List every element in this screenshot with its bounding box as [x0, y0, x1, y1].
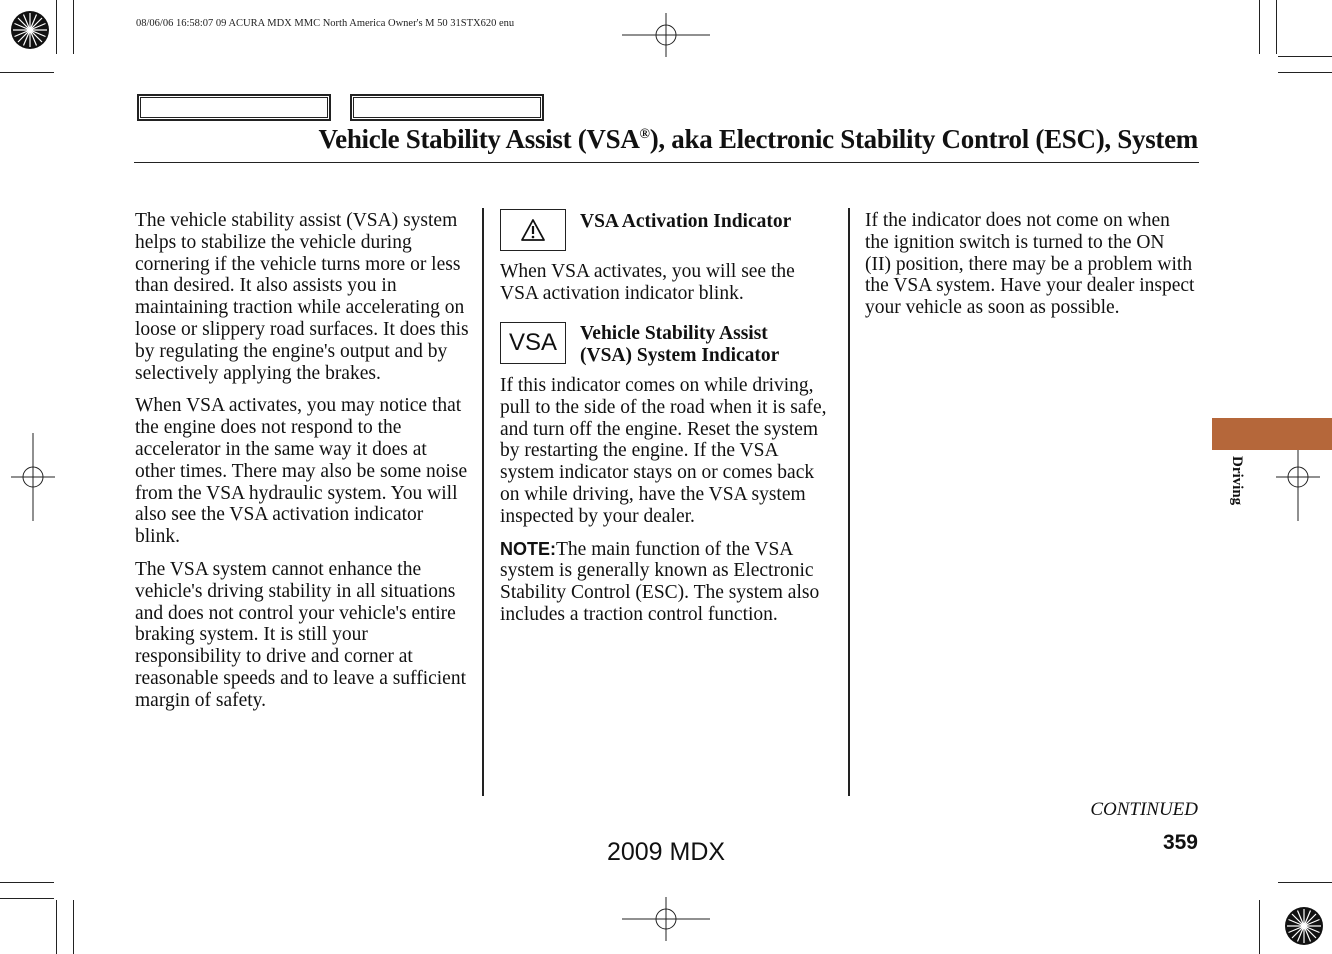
- column-1: [135, 210, 470, 723]
- title-rule: [134, 162, 1199, 163]
- vsa-system-indicator-icon: VSA: [500, 322, 566, 364]
- crosshair-icon: [622, 13, 710, 57]
- column-divider: [482, 208, 484, 796]
- page-title: Vehicle Stability Assist (VSA®), aka Electronic Stability Control (ESC), System: [318, 124, 1198, 154]
- header-box-2: [350, 94, 544, 121]
- note-paragraph: NOTE:The main function of the VSA system is generally known as Electronic Stability Control (ESC). The system also includes a traction control function.: [500, 538, 820, 625]
- continued-label: CONTINUED: [1090, 799, 1198, 820]
- crosshair-icon: [11, 433, 55, 521]
- section-heading: Vehicle Stability Assist (VSA) System Indicator: [580, 323, 780, 366]
- model-name: 2009 MDX: [606, 838, 726, 866]
- column-divider: [848, 208, 850, 796]
- section-tab: [1212, 418, 1332, 450]
- section-heading: VSA Activation Indicator: [580, 211, 792, 232]
- page-number: 359: [1162, 831, 1198, 854]
- paragraph: When VSA activates, you will see the VSA activation indicator blink.: [500, 261, 795, 304]
- warning-triangle-icon: [520, 218, 546, 242]
- registration-target-icon: [1284, 906, 1324, 946]
- vsa-activation-indicator-icon: [500, 209, 566, 251]
- registration-target-icon: [10, 10, 50, 50]
- paragraph: When VSA activates, you may notice that the engine does not respond to the accelerator in the same way it does at other times. There may also be some noise from the VSA hydraulic system. You will also see the VSA activation indicator blink.: [135, 395, 468, 548]
- paragraph: If this indicator comes on while driving, pull to the side of the road when it is safe, and turn off the engine. Reset the system by restarting the engine. If the VSA system indicator stays on or comes back on while driving, have the VSA system inspected by your dealer.: [500, 375, 827, 527]
- print-info: 08/06/06 16:58:07 09 ACURA MDX MMC North America Owner's M 50 31STX620 enu: [136, 18, 515, 29]
- header-box-1: [137, 94, 331, 121]
- paragraph: The vehicle stability assist (VSA) system helps to stabilize the vehicle during cornering if the vehicle turns more or less than desired. It also assists you in maintaining traction while accelerating on loose or slippery road surfaces. It does this by regulating the engine's output and by selectively applying the brakes.: [135, 210, 469, 384]
- column-2-body: [500, 375, 835, 637]
- section-tab-label: Driving: [1229, 456, 1245, 506]
- note-label: NOTE:: [500, 538, 556, 559]
- column-3: If the indicator does not come on when the ignition switch is turned to the ON (II) position, there may be a problem with the VSA system. Have your dealer inspect your vehicle as soon as possible.: [865, 210, 1195, 319]
- registered-mark: ®: [639, 127, 650, 142]
- crosshair-icon: [622, 897, 710, 941]
- paragraph: The VSA system cannot enhance the vehicle's driving stability in all situations and does not control your vehicle's entire braking system. It is still your responsibility to drive and corner at reasonable speeds and to leave a sufficient margin of safety.: [135, 558, 467, 711]
